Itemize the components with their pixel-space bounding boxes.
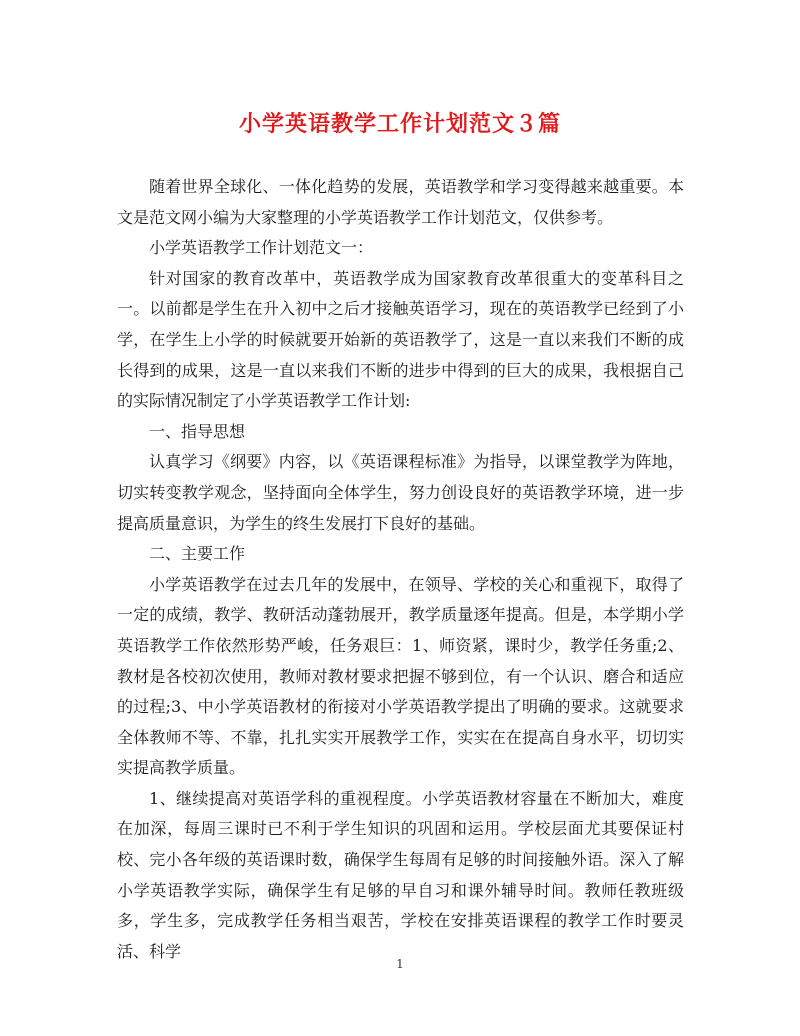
- paragraph-main-work: 小学英语教学在过去几年的发展中，在领导、学校的关心和重视下，取得了一定的成绩，教学、教研活动蓬勃展开，教学质量逐年提高。但是，本学期小学英语教学工作依然形势严峻，任务艰巨：1、师资紧，课时少，教学任务重;2、教材是各校初次使用，教师对教材要求把握不够到位，有一个认识、磨合和适应的过程;3、中小学英语教材的衔接对小学英语教学提出了明确的要求。这就要求全体教师不等、不靠，扎扎实实开展教学工作，实实在在提高自身水平，切切实实提高教学质量。: [117, 574, 684, 778]
- section-heading-guiding-ideology: 一、指导思想: [149, 421, 246, 441]
- document-body: [117, 172, 684, 967]
- page-number: 1: [396, 957, 404, 971]
- section-heading-main-work: 二、主要工作: [149, 544, 246, 564]
- document-title: 小学英语教学工作计划范文３篇: [238, 111, 561, 137]
- paragraph-sample-heading: 小学英语教学工作计划范文一：: [149, 238, 374, 258]
- paragraph-item-1: 1、继续提高对英语学科的重视程度。小学英语教材容量在不断加大，难度在加深，每周三课时已不利于学生知识的巩固和运用。学校层面尤其要保证村校、完小各年级的英语课时数，确保学生每周有足够的时间接触外语。深入了解小学英语教学实际，确保学生有足够的早自习和课外辅导时间。教师任教班级多，学生多，完成教学任务相当艰苦，学校在安排英语课程的教学工作时要灵活、科学: [117, 788, 684, 961]
- paragraph-background: 针对国家的教育改革中，英语教学成为国家教育改革很重大的变革科目之一。以前都是学生在升入初中之后才接触英语学习，现在的英语教学已经到了小学，在学生上小学的时候就要开始新的英语教学了，这是一直以来我们不断的成长得到的成果，这是一直以来我们不断的进步中得到的巨大的成果，我根据自己的实际情况制定了小学英语教学工作计划:: [117, 268, 684, 411]
- paragraph-guiding-ideology: 认真学习《纲要》内容，以《英语课程标准》为指导，以课堂教学为阵地，切实转变教学观念，坚持面向全体学生，努力创设良好的英语教学环境，进一步提高质量意识，为学生的终生发展打下良好的基础。: [117, 452, 684, 533]
- paragraph-intro: 随着世界全球化、一体化趋势的发展，英语教学和学习变得越来越重要。本文是范文网小编为大家整理的小学英语教学工作计划范文，仅供参考。: [117, 177, 684, 227]
